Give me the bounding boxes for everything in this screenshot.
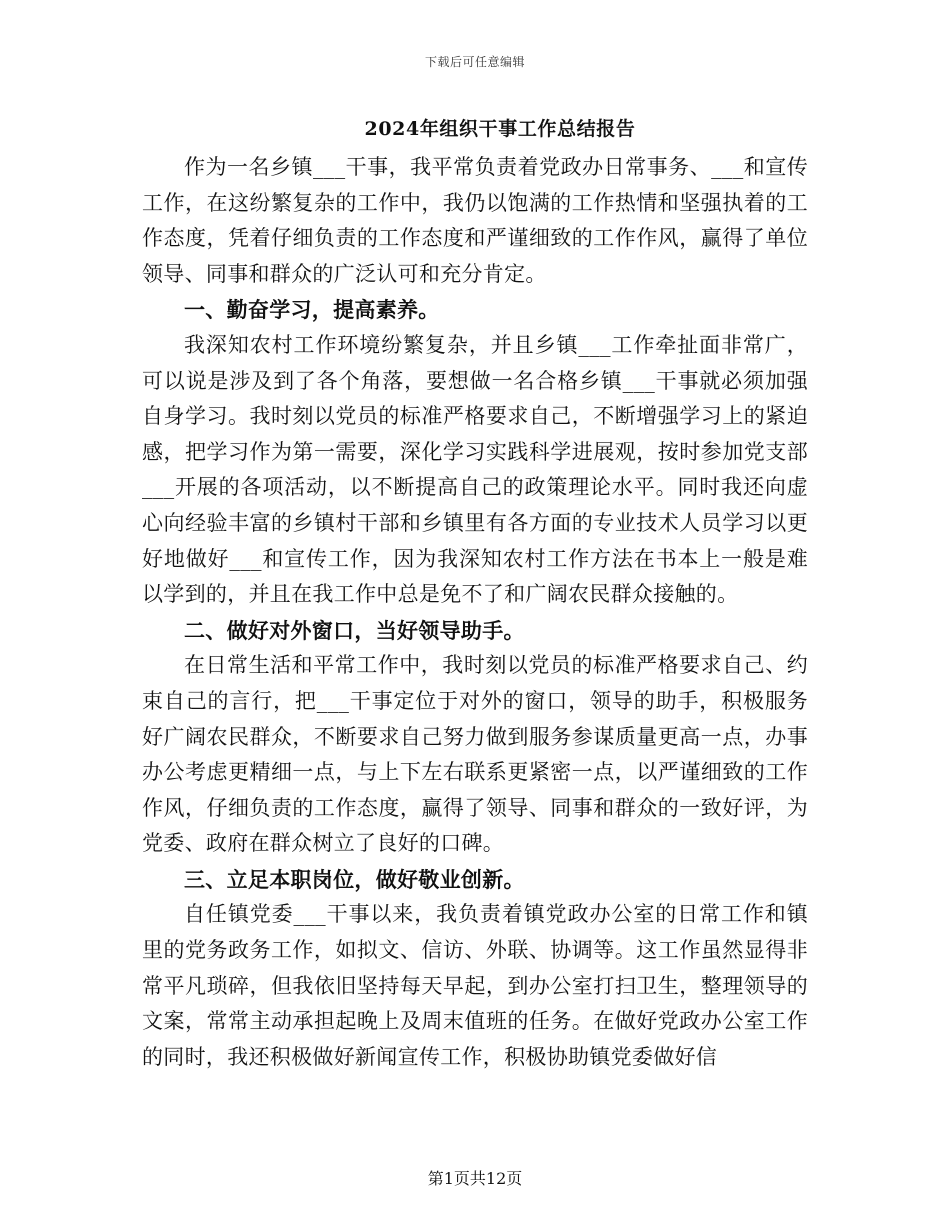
paragraph-section-1: 我深知农村工作环境纷繁复杂，并且乡镇___工作牵扯面非常广，可以说是涉及到了各个角落，要想做一名合格乡镇___干事就必须加强自身学习。我时刻以党员的标准严格要求自己，不断增强学习上的紧迫感，把学习作为第一需要，深化学习实践科学进展观，按时参加党支部___开展的各项活动，以不断提高自己的政策理论水平。同时我还向虚心向经验丰富的乡镇村干部和乡镇里有各方面的专业技术人员学习以更好地做好___和宣传工作，因为我深知农村工作方法在书本上一般是难以学到的，并且在我工作中总是免不了和广阔农民群众接触的。 xyxy=(142,332,808,607)
section-heading-1: 一、勤奋学习，提高素养。 xyxy=(184,297,440,323)
section-heading-3: 三、立足本职岗位，做好敬业创新。 xyxy=(184,866,525,892)
document-body xyxy=(142,150,808,1075)
document-title: 2024年组织干事工作总结报告 xyxy=(364,118,636,140)
header-note: 下载后可任意编辑 xyxy=(424,55,525,69)
paragraph-section-2: 在日常生活和平常工作中，我时刻以党员的标准严格要求自己、约束自己的言行，把___干事定位于对外的窗口，领导的助手，积极服务好广阔农民群众，不断要求自己努力做到服务参谋质量更高一点，办事办公考虑更精细一点，与上下左右联系更紧密一点，以严谨细致的工作作风，仔细负责的工作态度，赢得了领导、同事和群众的一致好评，为党委、政府在群众树立了良好的口碑。 xyxy=(142,653,808,856)
page-number-footer: 第1页共12页 xyxy=(427,1169,523,1188)
section-heading-2: 二、做好对外窗口，当好领导助手。 xyxy=(184,617,525,643)
paragraph-section-3: 自任镇党委___干事以来，我负责着镇党政办公室的日常工作和镇里的党务政务工作，如拟文、信访、外联、协调等。这工作虽然显得非常平凡琐碎，但我依旧坚持每天早起，到办公室打扫卫生，整理领导的文案，常常主动承担起晚上及周末值班的任务。在做好党政办公室工作的同时，我还积极做好新闻宣传工作，积极协助镇党委做好信 xyxy=(142,902,808,1069)
paragraph-intro: 作为一名乡镇___干事，我平常负责着党政办日常事务、___和宣传工作，在这纷繁复杂的工作中，我仍以饱满的工作热情和坚强执着的工作态度，凭着仔细负责的工作态度和严谨细致的工作作风，赢得了单位领导、同事和群众的广泛认可和充分肯定。 xyxy=(142,155,808,286)
